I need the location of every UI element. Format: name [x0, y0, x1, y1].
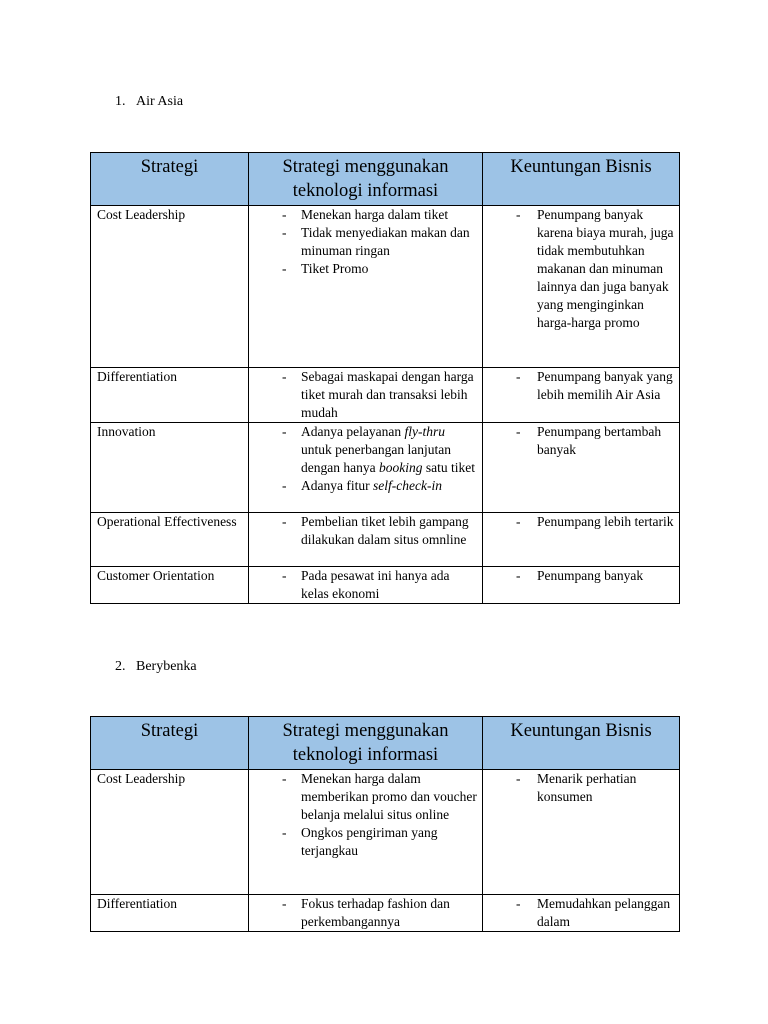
table-row	[91, 567, 680, 604]
table-header-row	[91, 717, 680, 770]
table-row	[91, 206, 680, 368]
section-number: 2.	[115, 659, 126, 674]
list-item: - Menarik perhatian konsumen	[511, 770, 675, 806]
tech-cell	[249, 513, 483, 567]
benefit-cell	[483, 567, 680, 604]
list-item: - Pembelian tiket lebih gampang dilakukan dalam situs omnline	[279, 513, 478, 549]
strategy-table-air-asia	[90, 152, 680, 604]
list-item: - Memudahkan pelanggan dalam	[511, 895, 675, 931]
list-item: - Menekan harga dalam tiket	[279, 206, 478, 224]
strategy-cell: Differentiation	[91, 368, 249, 423]
list-item: - Sebagai maskapai dengan harga tiket murah dan transaksi lebih mudah	[279, 368, 478, 422]
table-row	[91, 368, 680, 423]
tech-cell	[249, 368, 483, 423]
list-item: - Tidak menyediakan makan dan minuman ringan	[279, 224, 478, 260]
benefit-cell	[483, 206, 680, 368]
tech-cell	[249, 206, 483, 368]
tech-cell	[249, 895, 483, 932]
benefit-cell	[483, 770, 680, 895]
list-item: - Penumpang lebih tertarik	[511, 513, 675, 531]
strategy-cell: Differentiation	[91, 895, 249, 932]
list-item: - Penumpang bertambah banyak	[511, 423, 675, 459]
list-item: - Penumpang banyak	[511, 567, 675, 585]
list-item: - Ongkos pengiriman yang terjangkau	[279, 824, 478, 860]
benefit-cell	[483, 423, 680, 513]
table-row	[91, 895, 680, 932]
section-name: Berybenka	[136, 659, 197, 674]
list-item: - Penumpang banyak yang lebih memilih Air Asia	[511, 368, 675, 404]
section-number: 1.	[115, 94, 126, 109]
header-strategi: Strategi	[91, 153, 249, 206]
benefit-cell	[483, 368, 680, 423]
strategy-cell: Innovation	[91, 423, 249, 513]
table-row	[91, 770, 680, 895]
section-name: Air Asia	[136, 94, 184, 109]
list-item: - Fokus terhadap fashion dan perkembangannya	[279, 895, 478, 931]
tech-cell	[249, 423, 483, 513]
strategy-table-berybenka	[90, 716, 680, 932]
table-row	[91, 423, 680, 513]
strategy-cell: Customer Orientation	[91, 567, 249, 604]
list-item: - Menekan harga dalam memberikan promo dan voucher belanja melalui situs online	[279, 770, 478, 824]
list-item: - Adanya pelayanan fly-thru untuk penerbangan lanjutan dengan hanya booking satu tiket	[279, 423, 478, 477]
strategy-cell: Cost Leadership	[91, 206, 249, 368]
section-title-air-asia	[115, 93, 183, 111]
header-teknologi: Strategi menggunakan teknologi informasi	[249, 717, 483, 770]
header-strategi: Strategi	[91, 717, 249, 770]
strategy-cell: Cost Leadership	[91, 770, 249, 895]
header-keuntungan: Keuntungan Bisnis	[483, 153, 680, 206]
list-item: - Adanya fitur self-check-in	[279, 477, 478, 495]
table-header-row	[91, 153, 680, 206]
list-item: - Pada pesawat ini hanya ada kelas ekonomi	[279, 567, 478, 603]
header-teknologi: Strategi menggunakan teknologi informasi	[249, 153, 483, 206]
tech-cell	[249, 770, 483, 895]
strategy-cell: Operational Effectiveness	[91, 513, 249, 567]
benefit-cell	[483, 513, 680, 567]
list-item: - Tiket Promo	[279, 260, 478, 278]
header-keuntungan: Keuntungan Bisnis	[483, 717, 680, 770]
section-title-berybenka	[115, 658, 197, 676]
list-item: - Penumpang banyak karena biaya murah, juga tidak membutuhkan makanan dan minuman lainnya dan juga banyak yang menginginkan harga-harga promo	[511, 206, 675, 332]
table-row	[91, 513, 680, 567]
benefit-cell	[483, 895, 680, 932]
tech-cell	[249, 567, 483, 604]
